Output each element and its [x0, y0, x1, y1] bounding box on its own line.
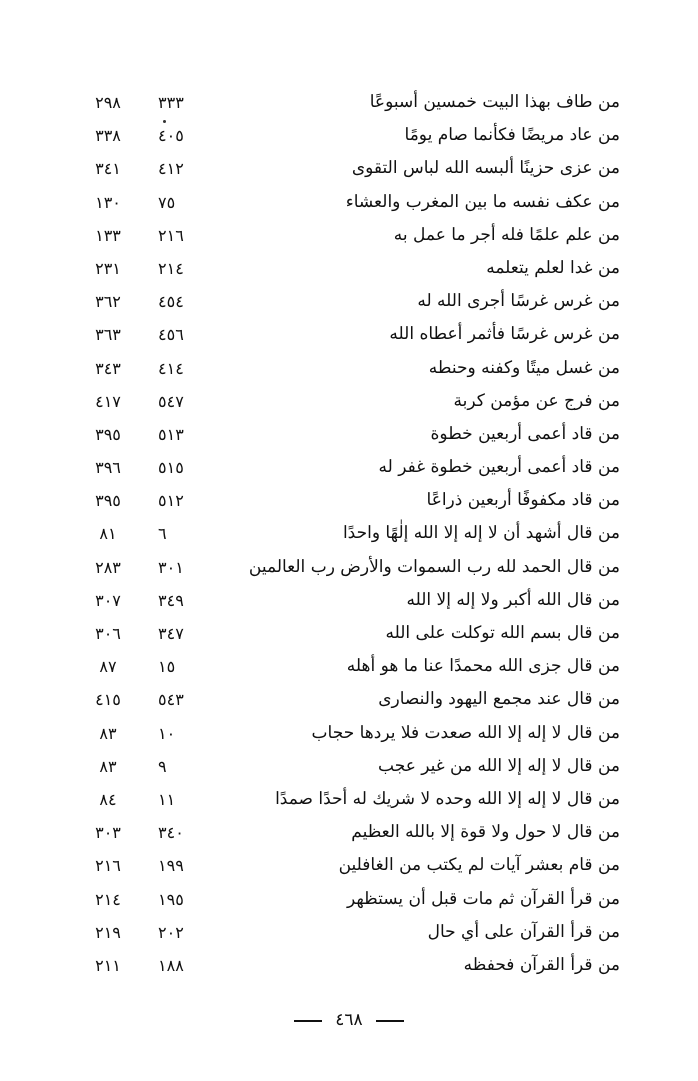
- index-row: [60, 619, 620, 652]
- hadith-text: من قاد أعمى أربعين خطوة: [430, 423, 620, 444]
- index-row: [60, 553, 620, 586]
- page-reference: ٣٩٥: [95, 491, 121, 511]
- page-reference: ٨١: [99, 524, 117, 544]
- index-row: [60, 221, 620, 254]
- hadith-number: ٤٥٦: [158, 325, 184, 345]
- hadith-text: من عكف نفسه ما بين المغرب والعشاء: [345, 191, 620, 212]
- page-reference: ٤١٥: [95, 690, 121, 710]
- page-reference: ٣٦٢: [95, 292, 121, 312]
- hadith-text: من قال لا إله إلا الله من غير عجب: [378, 755, 620, 776]
- hadith-text: من قال أشهد أن لا إله إلا الله إلٰهًا واحدًا: [342, 523, 620, 544]
- page-reference: ٨٣: [99, 723, 117, 743]
- index-row: [60, 254, 620, 287]
- hadith-text: من قال الحمد لله رب السموات والأرض رب العالمين: [248, 556, 620, 577]
- hadith-text: من قاد أعمى أربعين خطوة غفر له: [378, 457, 620, 478]
- hadith-number: ٥١٥: [158, 458, 184, 478]
- page-reference: ٢٩٨: [95, 93, 121, 112]
- hadith-number: ٣٤٧: [158, 624, 184, 643]
- index-row: [60, 685, 620, 718]
- index-row: [60, 586, 620, 619]
- hadith-text: من غدا لعلم يتعلمه: [486, 257, 620, 278]
- hadith-text: من قال عند مجمع اليهود والنصارى: [378, 689, 620, 710]
- index-row: [60, 752, 620, 785]
- page-number: ٤٦٨: [335, 1010, 363, 1030]
- page-reference: ٣٠٧: [95, 590, 121, 610]
- hadith-number: ٥١٢: [158, 491, 184, 511]
- index-row: [60, 88, 620, 121]
- hadith-number: ٣٤٠: [158, 823, 184, 843]
- page-reference: ٢٨٣: [95, 557, 121, 577]
- page-reference: ٣٤٣: [95, 358, 121, 378]
- hadith-text: من طاف بهذا البيت خمسين أسبوعًا: [369, 92, 620, 112]
- index-row: [60, 420, 620, 453]
- page-reference: ٢٣١: [95, 258, 121, 278]
- hadith-number: ٥١٣: [158, 424, 184, 444]
- hadith-number: ٢١٦: [158, 225, 184, 245]
- index-row: [60, 387, 620, 420]
- hadith-number: ٦: [158, 524, 167, 544]
- index-row: [60, 486, 620, 519]
- hadith-text: من عاد مريضًا فكأنما صام يومًا: [404, 125, 620, 146]
- hadith-text: من قرأ القرآن على أي حال: [427, 921, 620, 942]
- index-row: [60, 785, 620, 818]
- page-reference: ٨٤: [99, 789, 117, 809]
- page-reference: ٢١٦: [95, 856, 121, 876]
- hadith-text: من قال لا إله إلا الله صعدت فلا يردها حجاب: [311, 722, 620, 743]
- index-row: [60, 818, 620, 851]
- index-row: [60, 652, 620, 685]
- hadith-text: من قاد مكفوفًا أربعين ذراعًا: [426, 490, 620, 511]
- page-reference: ١٣٣: [95, 225, 121, 245]
- index-row: [60, 354, 620, 387]
- hadith-index-list: [60, 88, 620, 984]
- hadith-number: ٤١٤: [158, 358, 184, 378]
- hadith-text: من فرج عن مؤمن كربة: [453, 390, 620, 411]
- hadith-text: من قال بسم الله توكلت على الله: [385, 623, 620, 643]
- hadith-number: ٢١٤: [158, 258, 184, 278]
- hadith-text: من غرس غرسًا أجرى الله له: [417, 291, 620, 312]
- page-reference: ٤١٧: [95, 391, 121, 411]
- hadith-number: ١٨٨: [158, 955, 184, 975]
- page-reference: ٣٩٦: [95, 458, 121, 478]
- hadith-number: ١٥: [158, 657, 176, 677]
- page-footer: [0, 1010, 698, 1030]
- footer-dash-left: [294, 1020, 322, 1022]
- hadith-number: ٤٥٤: [158, 292, 184, 312]
- index-row: [60, 719, 620, 752]
- hadith-number: ٧٥: [158, 192, 176, 212]
- page-reference: ٢١٤: [95, 889, 121, 909]
- hadith-text: من قال لا حول ولا قوة إلا بالله العظيم: [351, 822, 620, 843]
- footer-dash-right: [376, 1020, 404, 1022]
- index-row: [60, 287, 620, 320]
- page-reference: ٨٣: [99, 756, 117, 776]
- index-row: [60, 918, 620, 951]
- hadith-number: ٣٤٩: [158, 590, 184, 610]
- hadith-text: من قام بعشر آيات لم يكتب من الغافلين: [338, 855, 620, 876]
- hadith-text: من غرس غرسًا فأثمر أعطاه الله: [389, 324, 620, 345]
- hadith-number: ٣٣٣: [158, 93, 184, 112]
- hadith-number: ١٩٥: [158, 889, 184, 909]
- hadith-text: من قرأ القرآن فحفظه: [463, 954, 620, 975]
- index-row: [60, 851, 620, 884]
- hadith-text: من غسل ميتًا وكفنه وحنطه: [428, 357, 620, 378]
- hadith-text: من قال جزى الله محمدًا عنا ما هو أهله: [346, 656, 620, 677]
- page-reference: ٣٤١: [95, 159, 121, 179]
- page-reference: ٨٧: [99, 657, 117, 677]
- index-row: [60, 121, 620, 154]
- page-reference: ٢١٩: [95, 922, 121, 942]
- index-row: [60, 951, 620, 984]
- page-reference: ٣٠٣: [95, 823, 121, 843]
- hadith-number: ٩: [158, 756, 167, 776]
- hadith-number: ١١: [158, 789, 176, 809]
- index-row: [60, 320, 620, 353]
- page-reference: ٣٩٥: [95, 424, 121, 444]
- page-reference: ٣٠٦: [95, 624, 121, 643]
- page-reference: ١٣٠: [95, 192, 121, 212]
- hadith-number: ١٩٩: [158, 856, 184, 876]
- index-row: [60, 188, 620, 221]
- page-reference: ٣٣٨: [95, 126, 121, 146]
- page-reference: ٢١١: [95, 955, 121, 975]
- hadith-number: ٣٠١: [158, 557, 184, 577]
- page-reference: ٣٦٣: [95, 325, 121, 345]
- index-row: [60, 453, 620, 486]
- hadith-text: من علم علمًا فله أجر ما عمل به: [393, 224, 620, 245]
- hadith-number: ٢٠٢: [158, 922, 184, 942]
- hadith-number: ٥٤٣: [158, 690, 184, 710]
- hadith-number: ٥٤٧: [158, 391, 184, 411]
- hadith-text: من قال الله أكبر ولا إله إلا الله: [406, 589, 620, 610]
- hadith-text: من قال لا إله إلا الله وحده لا شريك له أحدًا صمدًا: [275, 788, 620, 809]
- hadith-number: ١٠: [158, 723, 176, 743]
- index-row: [60, 519, 620, 552]
- index-row: [60, 885, 620, 918]
- index-row: [60, 154, 620, 187]
- hadith-text: من عزى حزينًا ألبسه الله لباس التقوى: [351, 158, 620, 179]
- hadith-text: من قرأ القرآن ثم مات قبل أن يستظهر: [346, 888, 620, 909]
- hadith-number: ٤١٢: [158, 159, 184, 179]
- hadith-number: ٤٠٥: [158, 126, 184, 146]
